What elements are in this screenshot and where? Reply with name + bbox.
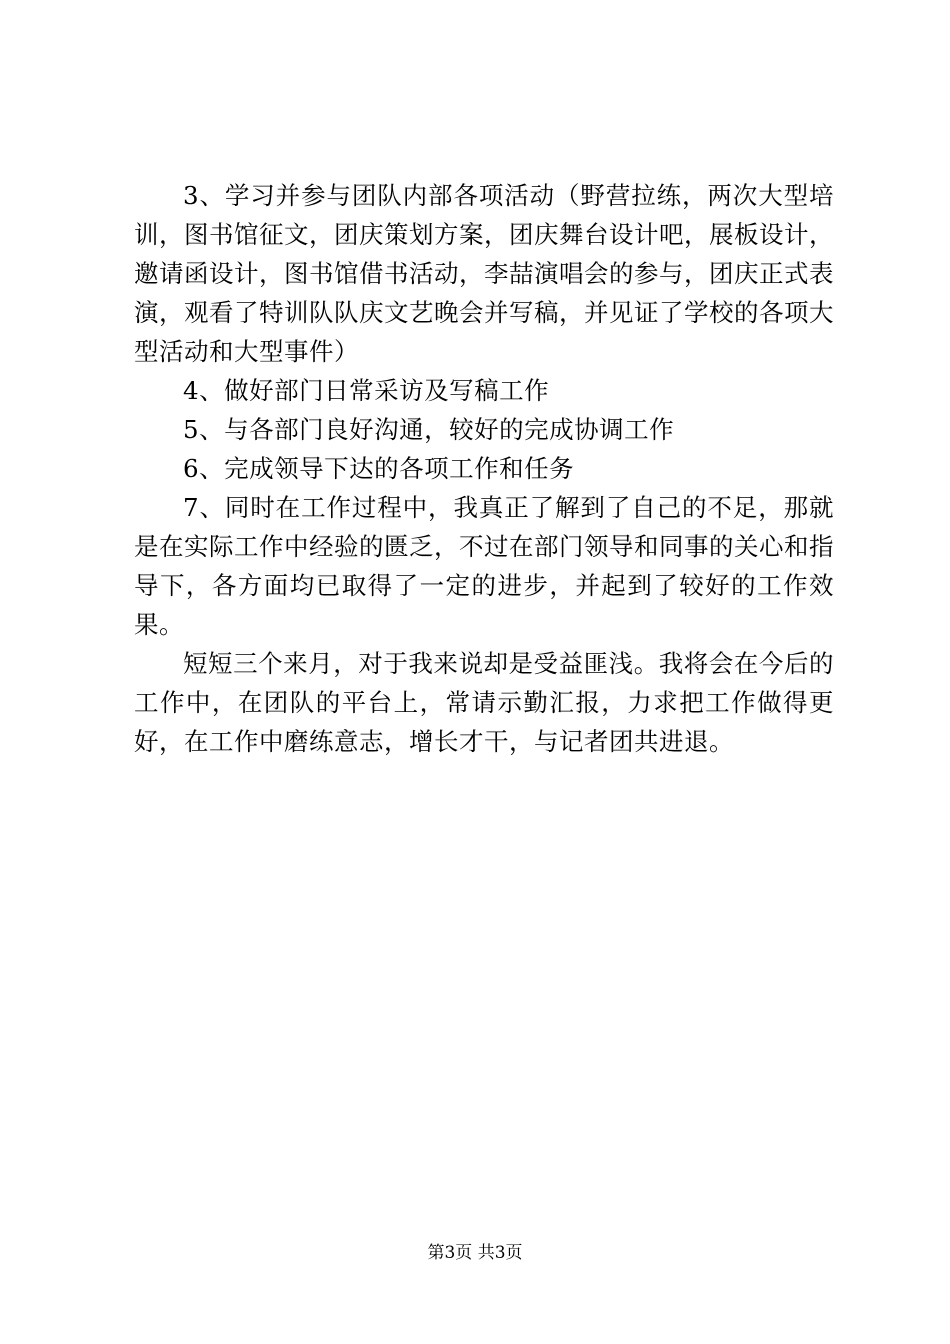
paragraph-item-6: 6、完成领导下达的各项工作和任务 [183,454,575,483]
document-body [134,176,834,761]
paragraph-item-7: 7、同时在工作过程中，我真正了解到了自己的不足，那就是在实际工作中经验的匮乏，不过在部门领导和同事的关心和指导下，各方面均已取得了一定的进步，并起到了较好的工作效果。 [134,493,834,639]
paragraph-item-3: 3、学习并参与团队内部各项活动（野营拉练，两次大型培训，图书馆征文，团庆策划方案，团庆舞台设计吧，展板设计，邀请函设计，图书馆借书活动，李喆演唱会的参与，团庆正式表演，观看了特训队队庆文艺晚会并写稿，并见证了学校的各项大型活动和大型事件） [134,181,834,366]
page-footer: 第3页 共3页 [427,1243,523,1263]
paragraph-item-4: 4、做好部门日常采访及写稿工作 [183,376,550,405]
paragraph-item-5: 5、与各部门良好沟通，较好的完成协调工作 [183,415,675,444]
closing-paragraph: 短短三个来月，对于我来说却是受益匪浅。我将会在今后的工作中，在团队的平台上，常请示勤汇报，力求把工作做得更好，在工作中磨练意志，增长才干，与记者团共进退。 [134,649,834,756]
